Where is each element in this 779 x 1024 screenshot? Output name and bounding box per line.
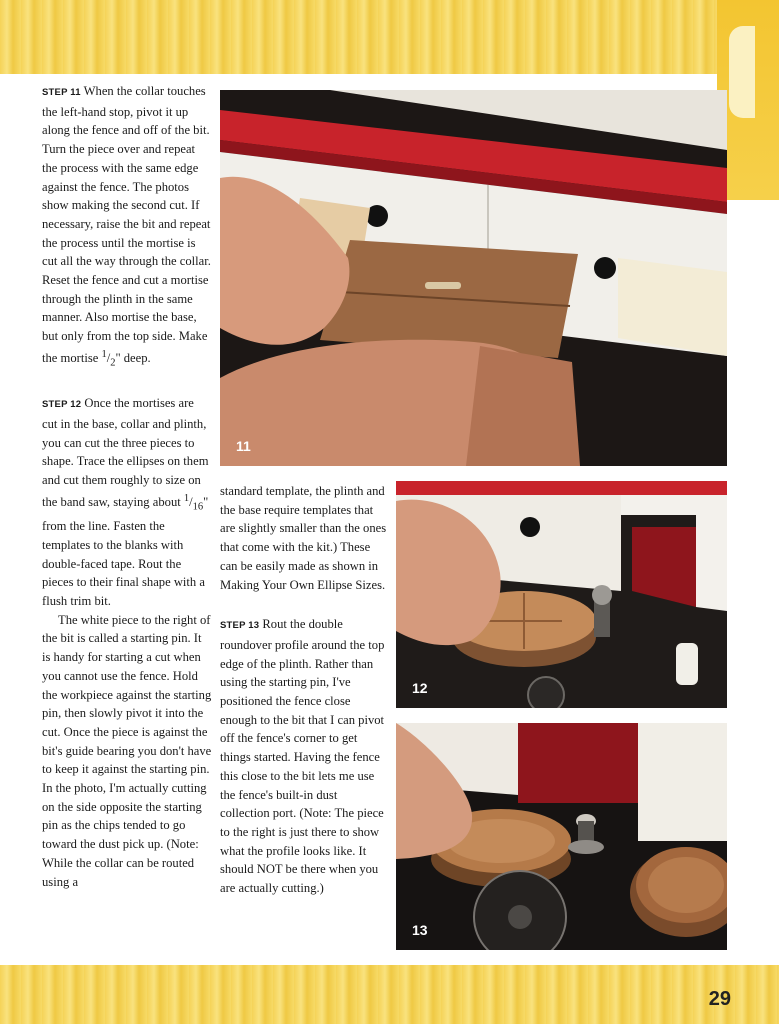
- photo-figure-11: [220, 90, 727, 466]
- starting-pin-paragraph: The white piece to the right of the bit is called a starting pin. It is handy for starting a cut when you cannot use the fence. Hold the workpiece against the starting pin, then slowly pivot it into the cut. Once the piece is against the bit's guide bearing you don't have to keep it against the starting pin. In the photo, I'm actually cutting on the side opposite the starting pin as the chips tended to go toward the dust pick up. (Note: While the collar can be routed using a: [42, 612, 212, 889]
- step-13-paragraph: [220, 615, 388, 898]
- figure-label-12: 12: [412, 680, 428, 696]
- figure-label-13: 13: [412, 922, 428, 938]
- step-11-body: When the collar touches the left-hand stop, pivot it up along the fence and off of the bit. Turn the piece over and repeat the process with the same edge against the fence. The photos show making the second cut. If necessary, raise the bit and repeat the process until the mortise is cut all the way through the collar. Reset the fence and cut a mortise through the plinth in the same manner. Also mortise the base, but only from the top side. Make the mortise: [42, 84, 211, 366]
- step-12-body: Once the mortises are cut in the base, collar and plinth, you can cut the three pieces to shape. Trace the ellipses on them and cut them roughly to size on the band saw, staying about: [42, 396, 209, 509]
- photo-figure-12: [396, 481, 727, 708]
- fraction-numerator: 1: [183, 492, 190, 504]
- step-11-label: STEP 11: [42, 87, 81, 98]
- text-column-middle: [220, 482, 388, 898]
- step-11-paragraph: STEP 11 When the collar touches the left-hand stop, pivot it up along the fence and off of the bit. Turn the piece over and repeat the process with the same edge against the fence. The photos show making the second cut. If necessary, raise the bit and repeat the process until the mortise is cut all the way through the collar. Reset the fence and cut a mortise through the plinth in the same manner. Also mortise the base, but only from the top side. Make the mortise $^1/_2$" deep.: [42, 84, 211, 369]
- step-12-label: STEP 12: [42, 399, 82, 411]
- page-number: 29: [708, 988, 731, 1010]
- step-13-body: Rout the double roundover profile around the top edge of the plinth. Rather than using the starting pin, I've positioned the fence close enough to the bit that I can pivot off the fence's corner to get things started. Having the fence this close to the bit lets me use the fence's built-in dust collection port. (Note: The piece to the right is just there to show what the profile looks like. It should NOT be there when you are actually cutting.): [220, 617, 385, 896]
- fraction-numerator: 1: [101, 348, 107, 360]
- bottom-decorative-band: [0, 965, 779, 1024]
- figure-label-11: 11: [236, 438, 251, 454]
- step-13-label: STEP 13: [220, 620, 260, 632]
- photo-figure-13: [396, 723, 727, 950]
- photo-13-illustration: [396, 723, 727, 950]
- text-column-left: [42, 82, 212, 891]
- fraction-denominator: 2: [110, 357, 116, 369]
- step-11-tail: " deep.: [115, 351, 151, 366]
- step-12-tail: " from the line. Fasten the templates to the blanks with double-faced tape. Rout the pieces to their final shape with a flush trim bit.: [42, 494, 209, 608]
- photo-12-illustration: [396, 481, 727, 708]
- photo-11-illustration: [220, 90, 727, 466]
- step-12-paragraph: STEP 12 Once the mortises are cut in the base, collar and plinth, you can cut the three pieces to shape. Trace the ellipses on them and cut them roughly to size on the band saw, staying about $^1/_{16}$" from the line. Fasten the templates to the blanks with double-faced tape. Rout the pieces to their final shape with a flush trim bit.: [42, 396, 209, 608]
- template-note-paragraph: standard template, the plinth and the base require templates that are slightly smaller than the ones that come with the kit.) These can be easily made as shown in Making Your Own Ellipse Sizes.: [220, 484, 387, 592]
- fraction-denominator: 16: [192, 501, 204, 513]
- top-decorative-band: [0, 0, 779, 74]
